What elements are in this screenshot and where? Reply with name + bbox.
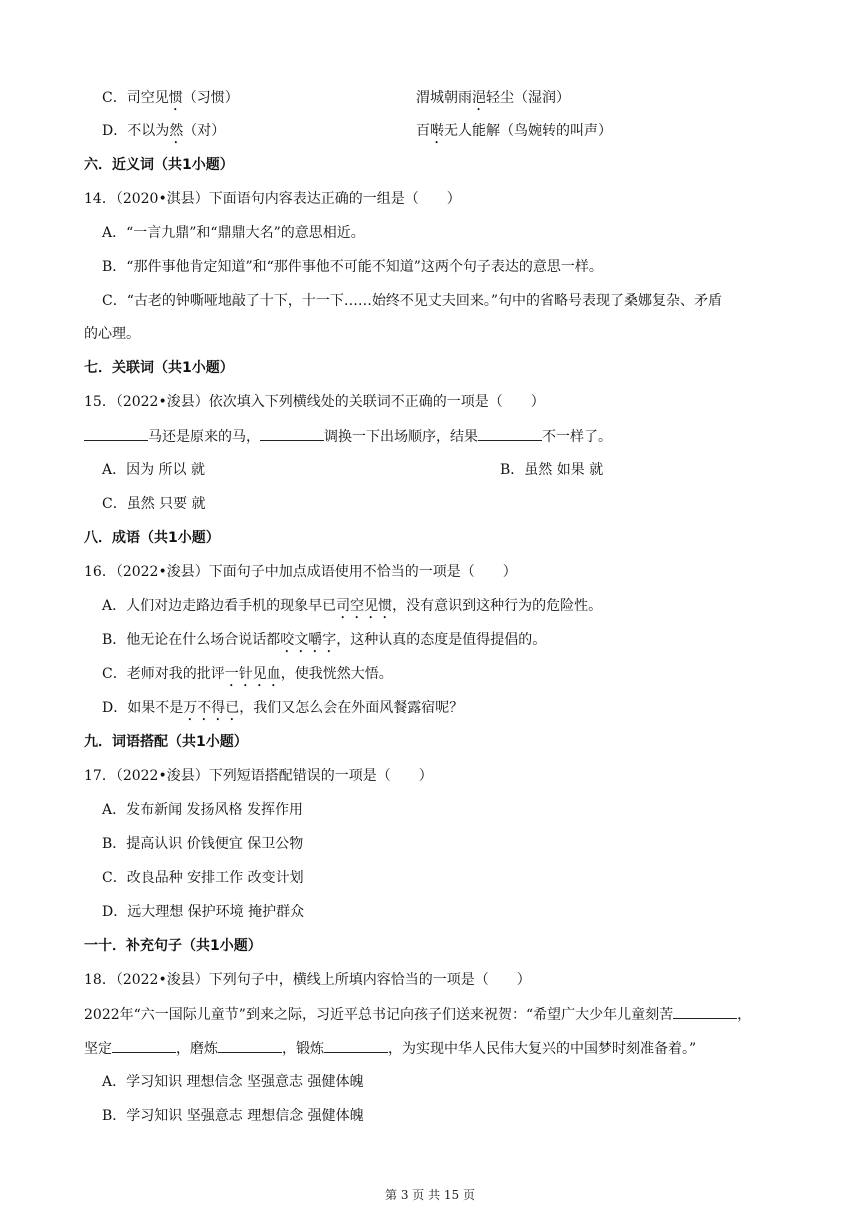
answer-blank [673, 1004, 737, 1019]
dotted-idiom: 一针见血 [224, 666, 281, 682]
option-d: D．远大理想 保护环境 掩护群众 [102, 904, 305, 920]
fill-sentence: 坚定 ，磨炼 ，锻炼 ，为实现中华人民伟大复兴的中国梦时刻准备着。” [84, 1038, 696, 1059]
option-c-right: 渭城朝雨浥轻尘（湿润） [416, 90, 570, 106]
section-heading: 八．成语（共1小题） [84, 530, 220, 546]
section-heading: 九．词语搭配（共1小题） [84, 734, 248, 750]
option-d: D．如果不是万不得已，我们又怎么会在外面风餐露宿呢？ [102, 700, 464, 716]
fill-sentence: 2022年“六一国际儿童节”到来之际，习近平总书记向孩子们送来祝贺：“希望广大少年儿童刻苦 ， [84, 1004, 751, 1025]
fill-sentence: 马还是原来的马， 调换一下出场顺序，结果 不一样了。 [84, 426, 612, 447]
section-heading: 一十．补充句子（共1小题） [84, 938, 262, 954]
question-stem: 18．（2022•浚县）下列句子中，横线上所填内容恰当的一项是（ ） [84, 972, 531, 988]
option-b: B．学习知识 坚强意志 理想信念 强健体魄 [102, 1108, 364, 1124]
option-d-right: 百啭无人能解（鸟婉转的叫声） [416, 123, 612, 139]
option-a: A．“一言九鼎”和“鼎鼎大名”的意思相近。 [102, 225, 365, 241]
option-row [102, 88, 570, 114]
option-row [102, 460, 604, 480]
option-c: C．虽然 只要 就 [102, 496, 206, 512]
question-stem: 14．（2020•淇县）下面语句内容表达正确的一组是（ ） [84, 191, 461, 207]
answer-blank [84, 426, 148, 441]
option-c: C．改良品种 安排工作 改变计划 [102, 870, 304, 886]
option-c: C．老师对我的批评一针见血，使我恍然大悟。 [102, 666, 393, 682]
question-stem: 16．（2022•浚县）下面句子中加点成语使用不恰当的一项是（ ） [84, 564, 517, 580]
answer-blank [112, 1038, 176, 1053]
option-row [102, 121, 612, 147]
dotted-idiom: 司空见惯 [336, 598, 393, 614]
option-b: B．“那件事他肯定知道”和“那件事他不可能不知道”这两个句子表达的意思一样。 [102, 259, 603, 275]
answer-blank [260, 426, 324, 441]
answer-blank [324, 1038, 388, 1053]
option-a: A．因为 所以 就 [102, 462, 206, 478]
section-heading: 六．近义词（共1小题） [84, 157, 234, 173]
section-heading: 七．关联词（共1小题） [84, 360, 234, 376]
option-b: B．他无论在什么场合说话都咬文嚼字，这种认真的态度是值得提倡的。 [102, 632, 547, 648]
dotted-idiom: 万不得已 [183, 700, 240, 716]
option-b: B．虽然 如果 就 [500, 462, 604, 478]
answer-blank [218, 1038, 282, 1053]
option-c-continued: 的心理。 [84, 326, 140, 342]
page-footer: 第 3 页 共 15 页 [385, 1188, 475, 1202]
option-b: B．提高认识 价钱便宜 保卫公物 [102, 836, 304, 852]
answer-blank [478, 426, 542, 441]
option-a: A．发布新闻 发扬风格 发挥作用 [102, 802, 304, 818]
option-c: C．“古老的钟嘶哑地敲了十下，十一下……始终不见丈夫回来。”句中的省略号表现了桑娜复杂、矛盾 [102, 293, 723, 309]
option-c-left: C．司空见惯（习惯） [102, 90, 239, 106]
dotted-idiom: 咬文嚼字 [280, 632, 337, 648]
option-a: A．学习知识 理想信念 坚强意志 强健体魄 [102, 1074, 364, 1090]
option-d-left: D．不以为然（对） [102, 123, 226, 139]
question-stem: 17．（2022•浚县）下列短语搭配错误的一项是（ ） [84, 768, 433, 784]
option-a: A．人们对边走路边看手机的现象早已司空见惯，没有意识到这种行为的危险性。 [102, 598, 603, 614]
question-stem: 15．（2022•浚县）依次填入下列横线处的关联词不正确的一项是（ ） [84, 394, 545, 410]
